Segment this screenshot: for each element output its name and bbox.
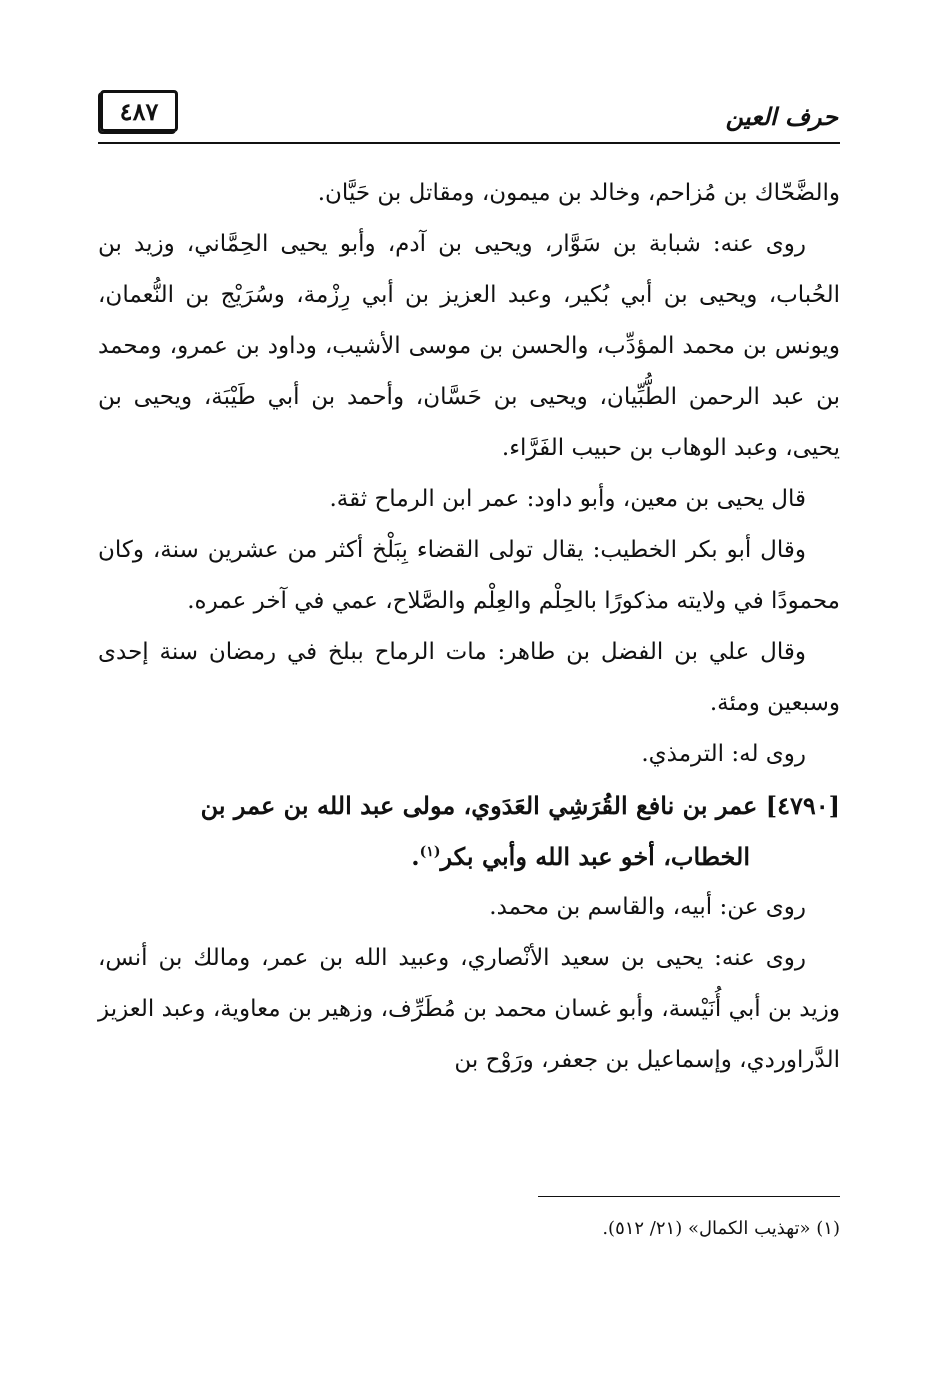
page-header xyxy=(98,84,840,144)
entry-heading-end: . xyxy=(411,842,420,871)
footnote: (١) «تهذيب الكمال» (٢١/ ٥١٢). xyxy=(602,1218,840,1239)
running-title: حرف العين xyxy=(725,102,838,131)
main-text xyxy=(98,168,840,1086)
paragraph-2: روى عنه: شبابة بن سَوَّار، ويحيى بن آدم، وأبو يحيى الحِمَّاني، وزيد بن الحُباب، ويحيى بن أبي بُكير، وعبد العزيز بن أبي رِزْمة، وسُرَيْج بن النُّعمان، ويونس بن محمد المؤدِّب، والحسن بن موسى الأشيب، وداود بن عمرو، ومحمد بن عبد الرحمن الطُّبِّيان، ويحيى بن حَسَّان، وأحمد بن أبي طَيْبَة، ويحيى بن يحيى، وعبد الوهاب بن حبيب الفَرَّاء. xyxy=(98,231,840,461)
entry-heading-line-1: [٤٧٩٠] عمر بن نافع القُرَشِي العَدَوي، مولى عبد الله بن عمر بن xyxy=(200,791,840,820)
entry-heading-line-2 xyxy=(98,831,840,882)
paragraph-4: وقال أبو بكر الخطيب: يقال تولى القضاء بِبَلْخ أكثر من عشرين سنة، وكان محمودًا في ولايته مذكورًا بالحِلْم والعِلْم والصَّلاح، عمي في آخر عمره. xyxy=(98,537,840,614)
paragraph-7: روى عن: أبيه، والقاسم بن محمد. xyxy=(489,894,806,920)
paragraph-3: قال يحيى بن معين، وأبو داود: عمر ابن الرماح ثقة. xyxy=(329,486,806,512)
header-rule xyxy=(98,142,840,144)
paragraph-6: روى له: الترمذي. xyxy=(641,741,806,767)
paragraph-1: والضَّحّاك بن مُزاحم، وخالد بن ميمون، ومقاتل بن حَيَّان. xyxy=(317,180,840,206)
paragraph-5: وقال علي بن الفضل بن طاهر: مات الرماح ببلخ في رمضان سنة إحدى وسبعين ومئة. xyxy=(98,639,840,716)
entry-heading-line-2-text: الخطاب، أخو عبد الله وأبي بكر xyxy=(440,842,750,871)
footnote-rule xyxy=(538,1196,840,1197)
footnote-marker[interactable]: (١) xyxy=(419,844,441,860)
entry-heading xyxy=(98,780,840,882)
paragraph-8: روى عنه: يحيى بن سعيد الأنْصاري، وعبيد الله بن عمر، ومالك بن أنس، وزيد بن أبي أُنَيْسة، وأبو غسان محمد بن مُطَرِّف، وزهير بن معاوية، وعبد العزيز الدَّراوردي، وإسماعيل بن جعفر، ورَوْح بن xyxy=(98,945,840,1073)
page-number: ٤٨٧ xyxy=(100,90,178,132)
